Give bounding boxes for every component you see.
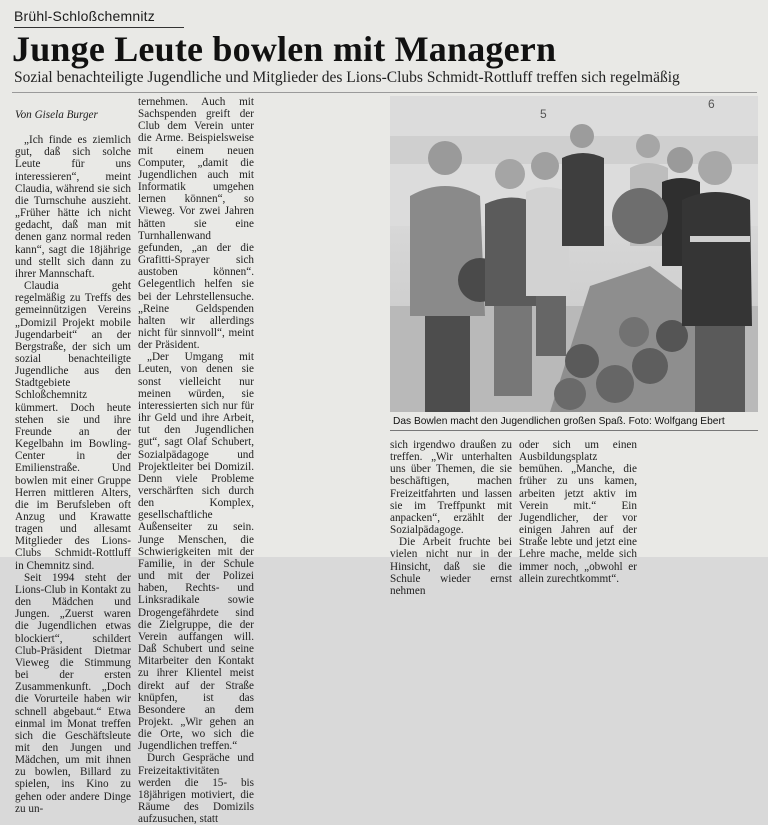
paragraph: Durch Gespräche und Freizeitaktivitäten werden die 15- bis 18jährigen motiviert, die Räume des Domizils aufzusuchen, statt (138, 752, 254, 825)
paragraph: „Der Umgang mit Leuten, von denen sie sonst vielleicht nur meinen würden, sie interessierten sich nur für ihr Geld und ihre Arbeit, tut den Jugendlichen gut“, sagt Olaf Schubert, Sozialpädagoge und Projektleiter bei Domizil. Denn viele Probleme verschärften sich durch den Komplex, gesellschaftliche Außenseiter zu sein. Junge Menschen, die Schwierigkeiten mit der Familie, in der Schule und mit der Polizei haben, Rechts- und Linksradikale sowie Drogengefährdete sind die Zielgruppe, die der Verein auffangen will. Daß Schubert und seine Mitarbeiter den Kontakt zu ihrer Klientel meist direkt auf der Straße knüpfen, ist das Besondere an dem Projekt. „Wir gehen an die Orte, wo sich die Jugendlichen treffen.“ (138, 351, 254, 753)
subheadline: Sozial benachteiligte Jugendliche und Mitglieder des Lions-Clubs Schmidt-Rottluff treffen sich regelmäßig (14, 69, 680, 86)
byline: Von Gisela Burger (15, 109, 98, 121)
paragraph: sich irgendwo draußen zu treffen. „Wir unterhalten uns über Themen, die sie beschäftigen, machen Freizeitfahrten und lassen sie im Treffpunkt mit anpacken“, erzählt der Sozialpädagoge. (390, 439, 512, 537)
paragraph: oder sich um einen Ausbildungsplatz bemühen. „Manche, die früher zu uns kamen, arbeiten jetzt aktiv im Verein mit.“ Ein Jugendlicher, der vor einigen Jahren auf der Straße lebte und jetzt eine Lehre mache, melde sich immer noch, „obwohl er allein zurechtkommt“. (519, 439, 637, 585)
caption-rule (390, 430, 758, 431)
kicker-underline (14, 27, 184, 28)
lane-number-right: 6 (708, 97, 715, 111)
paragraph: Claudia geht regelmäßig zu Treffs des gemeinnützigen Vereins „Domizil Projekt mobile Jugendarbeit“ an der Bergstraße, der sich um sozial benachteiligte Jugendliche aus den Stadtgebiete Schloßchemnitz kümmert. Doch heute stehen sie und ihre Freunde an der Kegelbahn im Bowling-Center in der Emilienstraße. Und bowlen mit einer Gruppe Herren mittleren Alters, die im Berufsleben oft Anzug und Krawatte tragen und allesamt Mitglieder des Lions-Clubs Schmidt-Rottluff in Chemnitz sind. (15, 280, 131, 572)
paragraph: Seit 1994 steht der Lions-Club in Kontakt zu den Mädchen und Jungen. „Zuerst waren die Jugendlichen etwas blockiert“, schildert Club-Präsident Dietmar Vieweg die Stimmung bei der ersten Zusammenkunft. „Doch die Vorurteile haben wir schnell abgebaut.“ Etwa einmal im Monat treffen sich die Geschäftsleute mit den Jungen und Mädchen, um mit ihnen zu bowlen, Billard zu spielen, ins Kino zu gehen oder andere Dinge zu un- (15, 571, 131, 815)
header-rule (12, 92, 757, 93)
bowling-photo (390, 96, 758, 412)
paragraph: „Ich finde es ziemlich gut, daß sich solche Leute für uns interessieren“, meint Claudia, während sie sich die Turnschuhe auszieht. „Früher hätte ich nicht gedacht, daß man mit denen ganz normal reden kann“, sagt die 18jährige und stellt sich dann zu ihrer Mannschaft. (15, 134, 131, 280)
article-column-4 (519, 439, 637, 585)
paragraph: ternehmen. Auch mit Sachspenden greift der Club dem Verein unter die Arme. Beispielsweise mit einem neuen Computer, „damit die Jugendlichen auch mit Informatik umgehen lernen können“, so Vieweg. Vor zwei Jahren hätten sie eine Turnhallenwand gefunden, „an der die Grafitti-Sprayer sich austoben können“. Gelegentlich helfen sie bei der Lehrstellensuche. „Reine Geldspenden halten wir allerdings nicht für sinnvoll“, meint der Präsident. (138, 96, 254, 352)
photo-caption: Das Bowlen macht den Jugendlichen großen Spaß. Foto: Wolfgang Ebert (393, 416, 725, 427)
paragraph: Die Arbeit fruchte bei vielen nicht nur in der Hinsicht, daß sie die Schule wieder ernst nehmen (390, 536, 512, 597)
article-column-2 (138, 96, 254, 825)
lane-number-left: 5 (540, 107, 547, 121)
article-column-1 (15, 109, 131, 815)
photo-illustration (390, 96, 758, 412)
section-kicker: Brühl-Schloßchemnitz (14, 8, 155, 24)
article-column-3 (390, 439, 512, 597)
headline: Junge Leute bowlen mit Managern (12, 29, 557, 69)
